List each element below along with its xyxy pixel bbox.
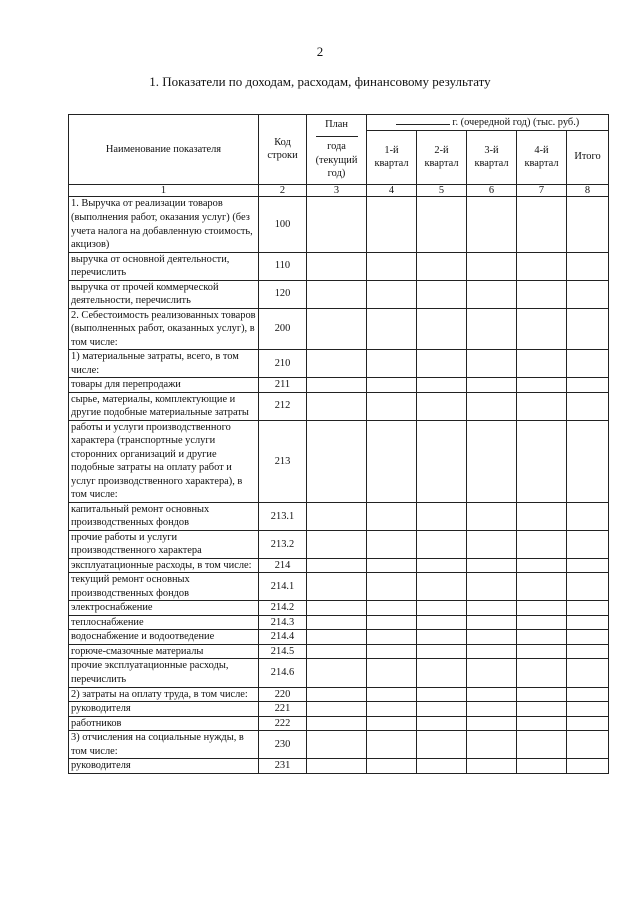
table-row (69, 702, 609, 717)
column-number: 4 (367, 184, 417, 197)
value-cell (367, 502, 417, 530)
value-cell (567, 392, 609, 420)
row-name: 1) материальные затраты, всего, в том числе: (69, 350, 259, 378)
value-cell (307, 615, 367, 630)
table-row (69, 659, 609, 687)
value-cell (417, 615, 467, 630)
table-row (69, 350, 609, 378)
row-name: работников (69, 716, 259, 731)
value-cell (467, 558, 517, 573)
table-row (69, 197, 609, 252)
row-code: 213 (259, 420, 307, 502)
value-cell (417, 378, 467, 393)
table-row (69, 687, 609, 702)
row-code: 214.6 (259, 659, 307, 687)
row-name: товары для перепродажи (69, 378, 259, 393)
value-cell (467, 378, 517, 393)
header-code: Код строки (259, 115, 307, 185)
row-name: текущий ремонт основных производственных фондов (69, 573, 259, 601)
value-cell (307, 197, 367, 252)
column-numbers-row (69, 184, 609, 197)
value-cell (307, 350, 367, 378)
value-cell (517, 502, 567, 530)
value-cell (517, 420, 567, 502)
row-code: 200 (259, 308, 307, 350)
value-cell (517, 392, 567, 420)
column-number: 3 (307, 184, 367, 197)
row-name: водоснабжение и водоотведение (69, 630, 259, 645)
value-cell (517, 378, 567, 393)
value-cell (467, 630, 517, 645)
row-code: 213.1 (259, 502, 307, 530)
value-cell (417, 759, 467, 774)
value-cell (517, 615, 567, 630)
column-number: 1 (69, 184, 259, 197)
value-cell (417, 716, 467, 731)
row-name: выручка от прочей коммерческой деятельности, перечислить (69, 280, 259, 308)
column-number: 7 (517, 184, 567, 197)
value-cell (567, 573, 609, 601)
row-name: теплоснабжение (69, 615, 259, 630)
value-cell (307, 280, 367, 308)
value-cell (417, 659, 467, 687)
header-quarter-2: 2-й квартал (417, 130, 467, 184)
value-cell (307, 308, 367, 350)
value-cell (367, 558, 417, 573)
value-cell (417, 601, 467, 616)
value-cell (567, 759, 609, 774)
row-name: 3) отчисления на социальные нужды, в том числе: (69, 731, 259, 759)
value-cell (417, 252, 467, 280)
value-cell (367, 252, 417, 280)
value-cell (517, 716, 567, 731)
row-code: 230 (259, 731, 307, 759)
value-cell (467, 615, 517, 630)
value-cell (367, 530, 417, 558)
value-cell (467, 644, 517, 659)
row-name: капитальный ремонт основных производственных фондов (69, 502, 259, 530)
value-cell (567, 378, 609, 393)
value-cell (467, 502, 517, 530)
row-code: 213.2 (259, 530, 307, 558)
row-code: 120 (259, 280, 307, 308)
row-code: 100 (259, 197, 307, 252)
value-cell (567, 687, 609, 702)
value-cell (567, 659, 609, 687)
value-cell (567, 558, 609, 573)
value-cell (517, 558, 567, 573)
row-code: 220 (259, 687, 307, 702)
indicators-table (68, 114, 609, 774)
value-cell (467, 573, 517, 601)
value-cell (467, 350, 517, 378)
row-name: прочие работы и услуги производственного характера (69, 530, 259, 558)
row-name: 2. Себестоимость реализованных товаров (выполненных работ, оказанных услуг), в том числе: (69, 308, 259, 350)
value-cell (307, 731, 367, 759)
value-cell (307, 558, 367, 573)
value-cell (367, 197, 417, 252)
value-cell (367, 731, 417, 759)
row-code: 222 (259, 716, 307, 731)
table-row (69, 392, 609, 420)
column-number: 6 (467, 184, 517, 197)
value-cell (567, 644, 609, 659)
value-cell (367, 573, 417, 601)
value-cell (367, 759, 417, 774)
value-cell (467, 601, 517, 616)
value-cell (307, 659, 367, 687)
table-row (69, 716, 609, 731)
value-cell (467, 716, 517, 731)
row-name: горюче-смазочные материалы (69, 644, 259, 659)
value-cell (467, 687, 517, 702)
table-body (69, 197, 609, 773)
value-cell (567, 280, 609, 308)
value-cell (517, 308, 567, 350)
value-cell (307, 702, 367, 717)
value-cell (517, 350, 567, 378)
row-name: 1. Выручка от реализации товаров (выполнения работ, оказания услуг) (без учета налога на добавленную стоимость, акцизов) (69, 197, 259, 252)
value-cell (307, 502, 367, 530)
value-cell (417, 502, 467, 530)
row-name: электроснабжение (69, 601, 259, 616)
table-row (69, 573, 609, 601)
value-cell (367, 630, 417, 645)
value-cell (307, 420, 367, 502)
header-name: Наименование показателя (69, 115, 259, 185)
value-cell (467, 659, 517, 687)
value-cell (307, 601, 367, 616)
table-row (69, 601, 609, 616)
value-cell (367, 280, 417, 308)
value-cell (417, 558, 467, 573)
value-cell (517, 702, 567, 717)
value-cell (567, 716, 609, 731)
header-plan-top: План (325, 118, 348, 130)
row-code: 214.2 (259, 601, 307, 616)
value-cell (307, 252, 367, 280)
row-name: выручка от основной деятельности, перечислить (69, 252, 259, 280)
value-cell (567, 731, 609, 759)
value-cell (517, 759, 567, 774)
value-cell (567, 702, 609, 717)
row-name: руководителя (69, 702, 259, 717)
row-code: 211 (259, 378, 307, 393)
row-code: 214.3 (259, 615, 307, 630)
value-cell (467, 759, 517, 774)
value-cell (517, 530, 567, 558)
table-row (69, 252, 609, 280)
value-cell (307, 759, 367, 774)
value-cell (517, 573, 567, 601)
row-code: 210 (259, 350, 307, 378)
header-total: Итого (567, 130, 609, 184)
value-cell (517, 644, 567, 659)
row-code: 110 (259, 252, 307, 280)
value-cell (417, 687, 467, 702)
value-cell (417, 420, 467, 502)
table-row (69, 644, 609, 659)
header-plan (307, 115, 367, 185)
value-cell (567, 308, 609, 350)
column-number: 8 (567, 184, 609, 197)
row-code: 214.4 (259, 630, 307, 645)
value-cell (307, 687, 367, 702)
row-name: 2) затраты на оплату труда, в том числе: (69, 687, 259, 702)
value-cell (467, 280, 517, 308)
value-cell (417, 530, 467, 558)
value-cell (467, 252, 517, 280)
value-cell (367, 378, 417, 393)
value-cell (367, 716, 417, 731)
header-plan-bottom: года (текущий год) (315, 141, 358, 180)
value-cell (417, 350, 467, 378)
column-number: 5 (417, 184, 467, 197)
row-name: сырье, материалы, комплектующие и другие подобные материальные затраты (69, 392, 259, 420)
value-cell (367, 420, 417, 502)
header-period (367, 115, 609, 131)
value-cell (517, 280, 567, 308)
row-code: 214.5 (259, 644, 307, 659)
value-cell (567, 252, 609, 280)
value-cell (307, 630, 367, 645)
value-cell (367, 702, 417, 717)
value-cell (417, 731, 467, 759)
value-cell (307, 716, 367, 731)
table-row (69, 731, 609, 759)
value-cell (567, 420, 609, 502)
value-cell (367, 687, 417, 702)
value-cell (307, 644, 367, 659)
value-cell (517, 197, 567, 252)
value-cell (367, 615, 417, 630)
row-code: 212 (259, 392, 307, 420)
value-cell (307, 392, 367, 420)
row-name: руководителя (69, 759, 259, 774)
value-cell (567, 530, 609, 558)
value-cell (417, 702, 467, 717)
table-row (69, 630, 609, 645)
value-cell (567, 630, 609, 645)
value-cell (417, 308, 467, 350)
row-code: 214 (259, 558, 307, 573)
value-cell (417, 644, 467, 659)
table-row (69, 280, 609, 308)
header-quarter-1: 1-й квартал (367, 130, 417, 184)
header-quarter-3: 3-й квартал (467, 130, 517, 184)
period-year-blank-line (396, 115, 450, 125)
value-cell (467, 731, 517, 759)
table-row (69, 759, 609, 774)
column-number: 2 (259, 184, 307, 197)
value-cell (517, 630, 567, 645)
row-name: эксплуатационные расходы, в том числе: (69, 558, 259, 573)
plan-year-blank-line (316, 136, 358, 137)
table-row (69, 502, 609, 530)
value-cell (367, 392, 417, 420)
value-cell (467, 530, 517, 558)
value-cell (567, 350, 609, 378)
value-cell (567, 197, 609, 252)
value-cell (367, 601, 417, 616)
table-row (69, 615, 609, 630)
value-cell (467, 308, 517, 350)
value-cell (417, 280, 467, 308)
table-row (69, 308, 609, 350)
value-cell (517, 731, 567, 759)
header-quarter-4: 4-й квартал (517, 130, 567, 184)
value-cell (467, 420, 517, 502)
value-cell (567, 615, 609, 630)
value-cell (367, 659, 417, 687)
value-cell (567, 502, 609, 530)
value-cell (417, 392, 467, 420)
value-cell (367, 350, 417, 378)
table-row (69, 530, 609, 558)
value-cell (467, 392, 517, 420)
value-cell (307, 573, 367, 601)
value-cell (307, 378, 367, 393)
value-cell (467, 197, 517, 252)
table-row (69, 420, 609, 502)
section-title: 1. Показатели по доходам, расходам, финансовому результату (149, 74, 491, 89)
value-cell (367, 644, 417, 659)
value-cell (517, 659, 567, 687)
value-cell (367, 308, 417, 350)
row-code: 214.1 (259, 573, 307, 601)
value-cell (417, 630, 467, 645)
table-row (69, 558, 609, 573)
value-cell (517, 687, 567, 702)
value-cell (567, 601, 609, 616)
value-cell (517, 252, 567, 280)
row-name: работы и услуги производственного характера (транспортные услуги сторонних организаций и другие подобные затраты на оплату работ и услуг производственного характера), в том числе: (69, 420, 259, 502)
value-cell (307, 530, 367, 558)
table-row (69, 378, 609, 393)
row-name: прочие эксплуатационные расходы, перечислить (69, 659, 259, 687)
value-cell (467, 702, 517, 717)
row-code: 231 (259, 759, 307, 774)
value-cell (517, 601, 567, 616)
row-code: 221 (259, 702, 307, 717)
header-period-suffix: г. (очередной год) (тыс. руб.) (452, 117, 580, 128)
page-number: 2 (316, 44, 324, 59)
value-cell (417, 573, 467, 601)
value-cell (417, 197, 467, 252)
